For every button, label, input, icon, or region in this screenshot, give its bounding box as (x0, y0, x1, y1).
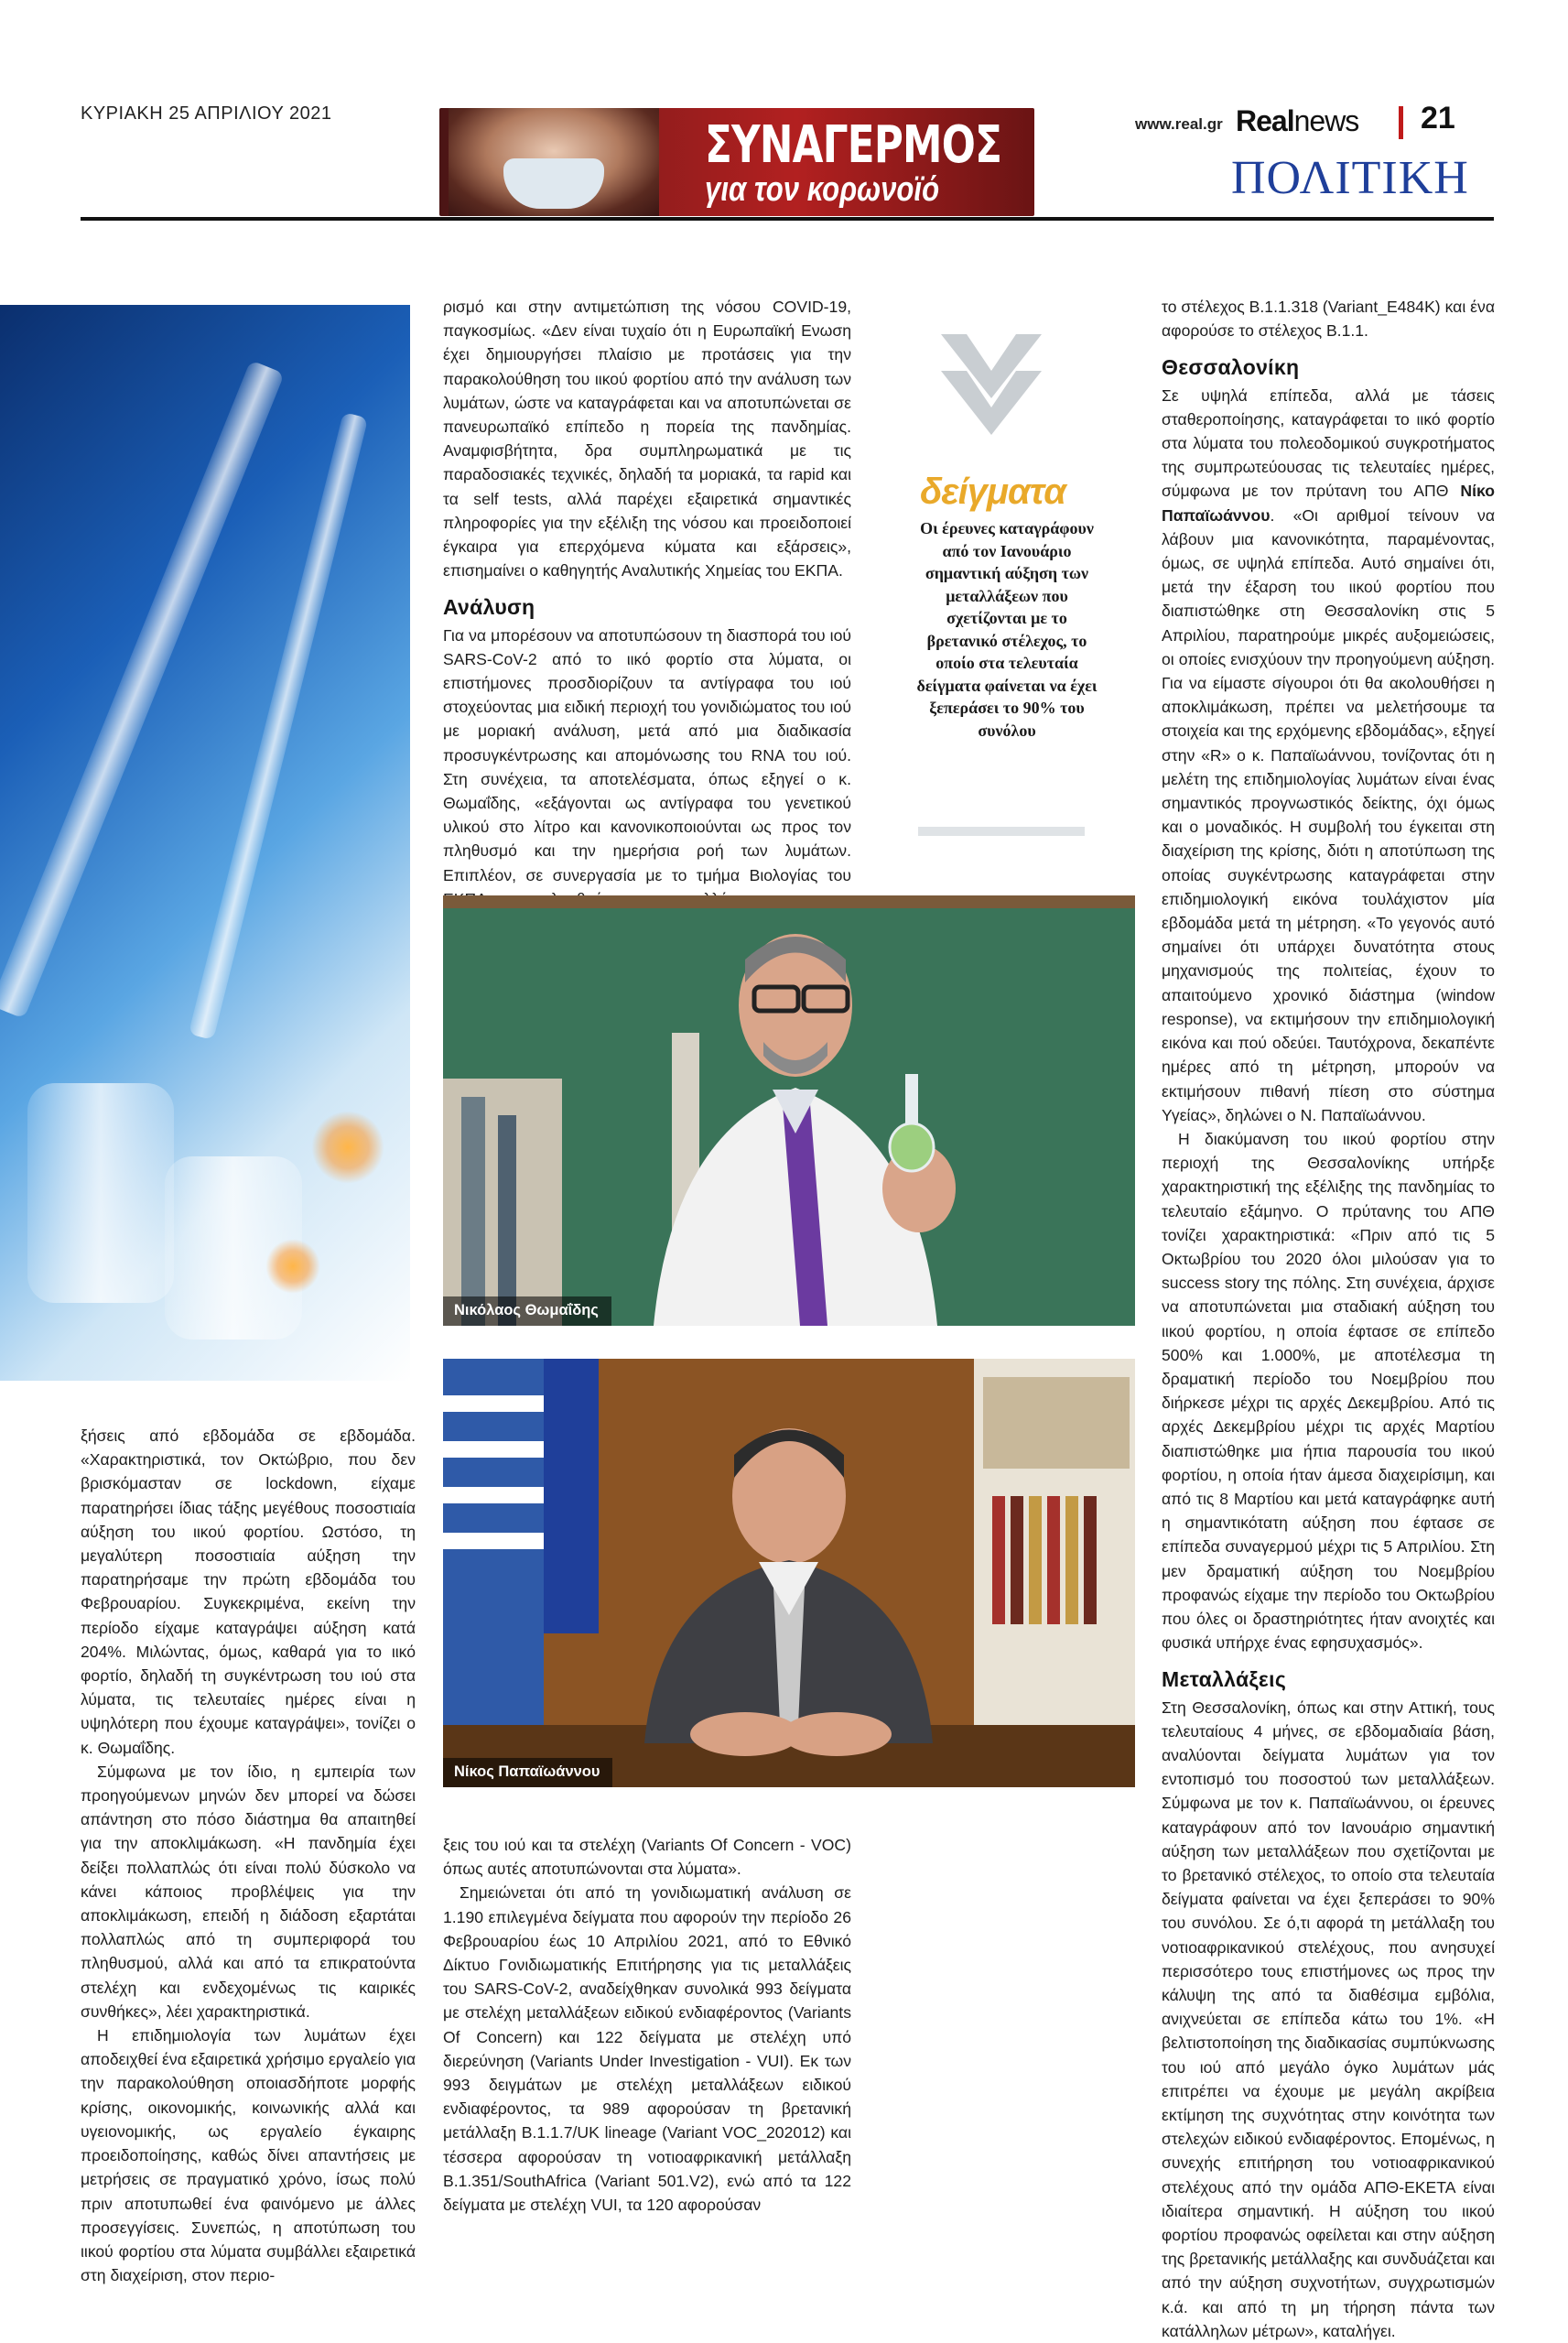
pull-quote: Οι έρευνες καταγράφουν από τον Ιανουάριο σημαντική αύξηση των μεταλλάξεων που σχετίζονται με το βρετανικό στέλεχος, το οποίο στα τελευταία δείγματα φαίνεται να έχει ξεπεράσει το 90% του συνόλου (916, 519, 1098, 740)
light-spark-2 (265, 1239, 320, 1294)
topic-banner (439, 108, 1034, 216)
brand-divider (1399, 106, 1403, 139)
article-column-1-bottom (81, 1424, 416, 2287)
scientist-illustration (443, 895, 1135, 1326)
subheading-analysis: Ανάλυση (443, 595, 535, 620)
lab-photo (0, 305, 410, 1381)
article-paragraph (1162, 384, 1495, 1127)
brand-news: news (1293, 104, 1359, 137)
face-mask-shape (503, 158, 604, 209)
photo-papaioannou (443, 1359, 1135, 1787)
beaker-shape (27, 1083, 174, 1303)
subheading-mutations: Μεταλλάξεις (1162, 1667, 1287, 1692)
banner-subtitle: για τον κορωνοϊό (705, 170, 940, 209)
subheading-thessaloniki: Θεσσαλονίκη (1162, 355, 1300, 380)
brand-logo (1236, 104, 1358, 138)
article-paragraph: Σημειώνεται ότι από τη γονιδιωματική ανάλυση σε 1.190 επιλεγμένα δείγματα που αφορούν την περίοδο 26 Φεβρουαρίου έως 10 Απριλίου 2021, από το Εθνικό Δίκτυο Γονιδιωματικής Επιτήρησης για τις μεταλλάξεις του SARS-CoV-2, αναδείχθηκαν συνολικά 993 δείγματα με στελέχη μεταλλάξεων ειδικού ενδιαφέροντος (Variants Of Concern) και 122 δείγματα με στελέχη υπό διερεύνηση (Variants Under Investigation - VUI). Εκ των 993 δειγμάτων με στελέχη μεταλλάξεων ειδικού ενδιαφέροντος, τα 989 αφορούσαν τη βρετανική μετάλλαξη B.1.1.7/UK lineage (Variant VOC_202012) και τέσσερα αφορούσαν τη νοτιοαφρικανική μετάλλαξη B.1.351/SouthAfrica (Variant 501.V2), ενώ από τα 122 δείγματα με στελέχη VUI, τα 120 αφορούσαν (443, 1883, 851, 2215)
article-paragraph: Για να μπορέσουν να αποτυπώσουν τη διασπορά του ιού SARS-CoV-2 από το ιικό φορτίο στα λύματα, οι επιστήμονες προσδιορίζουν τα αντίγραφα του ιού στοχεύοντας μια ειδική περιοχή του γονιδιώματος του ιού με μοριακή ανάλυση, μετά από μια διαδικασία προσυγκέντρωσης και απομόνωσης του RNA του ιού. Στη συνέχεια, τα αποτελέσματα, όπως εξηγεί ο κ. Θωμαΐδης, «εξάγονται ως αντίγραφα του γενετικού υλικού στο λίτρο και κανονικοποιούνται ως προς τον πληθυσμό και την ημερήσια ροή των λυμάτων. Επιπλέον, σε συνεργασία με το τμήμα Βιολογίας του (443, 625, 851, 884)
light-spark (311, 1111, 384, 1184)
article-paragraph: Στη Θεσσαλονίκη, όπως και στην Αττική, τους τελευταίους 4 μήνες, σε εβδομαδιαία βάση, αναλύονται δείγματα λυμάτων για τον εντοπισμό του ποσοστού των μεταλλάξεων. Σύμφωνα με τον κ. Παπαϊωάννου, οι έρευνες καταγράφουν από τον Ιανουάριο σημαντική αύξηση των μεταλλάξεων που σχετίζονται με το βρετανικό στέλεχος, το οποίο στα τελευταία δείγματα φαίνεται να έχει ξεπεράσει το 90% του συνόλου. Σε ό,τι αφορά τη μετάλλαξη του νοτιοαφρικανικού στελέχους, που ανησυχεί περισσότερο τους επιστήμονες ως προς την κάλυψη της από τα διαθέσιμα εμβόλια, ανιχνεύεται σε επίπεδα κάτω του 1%. «Η βελτιστοποίηση της διαδικασίας συμπύκνωσης του ιού από μεγάλο όγκο λυμάτων μάς επιτρέπει να έχουμε με μεγάλη ακρίβεια εκτίμηση της συχνότητας στην κοινότητα των στελεχών ειδικού ενδιαφέροντος. Επομένως, η συνεχής επιτήρηση του νοτιοαφρικανικού στελέχους από την ομάδα ΑΠΘ-ΕΚΕΤΑ είναι ιδιαίτερα σημαντική. Η αύξηση του ιικού φορτίου προφανώς οφείλεται και στην αύξηση της βρετανικής μετάλλαξης και συνδυάζεται και από την αύξηση συχνοτήτων, συγχρωτισμών κ.ά. και από τη μη τήρηση πάντα των κατάλληλων μέτρων», καταλήγει. (1162, 1698, 1495, 2340)
rector-illustration (443, 1359, 1135, 1787)
section-title: ΠΟΛΙΤΙΚΗ (1231, 152, 1469, 204)
quote-keyword: δείγματα (920, 472, 1065, 512)
article-paragraph: Σύμφωνα με τον ίδιο, η εμπειρία των προηγούμενων μηνών δεν μπορεί να δώσει απάντηση στο πόσο διάστημα θα απαιτηθεί για την αποκλιμάκωση. «Η πανδημία έχει δείξει πολλαπλώς ότι είναι πολύ δύσκολο να κάνει κάποιος προβλέψεις για την αποκλιμάκωση, επειδή η διάδοση εξαρτάται πολλαπλώς από τη συμπεριφορά του πληθυσμού, αλλά και από τα επικρατούντα στελέχη και ενδεχομένως τις καιρικές συνθήκες», λέει χαρακτηριστικά. (81, 1762, 416, 2021)
article-paragraph: ξεις του ιού και τα στελέχη (Variants Of Concern - VOC) όπως αυτές αποτυπώνονται στα λύματα». (443, 1836, 851, 1879)
text-run: Σε υψηλά επίπεδα, αλλά με τάσεις σταθεροποίησης, καταγράφεται το ιικό φορτίο στα λύματα του πολεοδομικού συγκροτήματος της συμπρωτεύουσας τις τελευταίες ημέρες, σύμφωνα με τον πρύτανη του ΑΠΘ (1162, 385, 1495, 501)
photo-caption: Νίκος Παπαϊωάννου (443, 1758, 612, 1787)
article-paragraph: ξήσεις από εβδομάδα σε εβδομάδα. «Χαρακτηριστικά, τον Οκτώβριο, που δεν βρισκόμασταν σε lockdown, είχαμε παρατηρήσει ίδιας τάξης μεγέθους ποσοστιαία αύξηση του ιικού φορτίου. Ωστόσο, τη μεγαλύτερη ποσοστιαία αύξηση την παρατηρήσαμε την πρώτη εβδομάδα του Φεβρουαρίου. Συγκεκριμένα, εκείνη την περίοδο είχαμε καταγράψει αύξηση κατά 204%. Μιλώντας, όμως, καθαρά για το ιικό φορτίο, δηλαδή τη συγκέντρωση του ιού στα λύματα, τις τελευταίες ημέρες είναι η υψηλότερη που έχουμε καταγράψει», τονίζει ο κ. Θωμαΐδης. (81, 1426, 416, 1757)
article-paragraph: ρισμό και στην αντιμετώπιση της νόσου COVID-19, παγκοσμίως. «Δεν είναι τυχαίο ότι η Ευρωπαϊκή Ενωση έχει δημιουργήσει πλαίσιο με προτάσεις για την παρακολούθηση του ιικού φορτίου από την ανάλυση των λυμάτων, ώστε να καταγράφεται και να αποτυπώνεται σε πανευρωπαϊκό επίπεδο η πορεία της πανδημίας. Αναμφισβήτητα, δρα συμπληρωματικά με τις παραδοσιακές τεχνικές, δηλαδή τα μοριακά, τα rapid και τα self tests, αλλά παρέχει εξαιρετικά σημαντικές πληροφορίες για την εξέλιξη της νόσου και προειδοποιεί έγκαιρα για επερχόμενα κύματα και εξάρσεις», επισημαίνει ο καθηγητής Αναλυτικής Χημείας του ΕΚΠΑ. (443, 298, 851, 580)
article-column-2-bottom (443, 1833, 851, 2217)
article-column-2-top (443, 295, 851, 911)
site-url: www.real.gr (1135, 115, 1223, 133)
quote-bar (918, 827, 1085, 836)
issue-date: ΚΥΡΙΑΚΗ 25 ΑΠΡΙΛΙΟΥ 2021 (81, 103, 332, 124)
header-rule (81, 217, 1494, 221)
person-name-bold: Νίκο Παπαϊωάννου (1162, 482, 1495, 525)
photo-caption: Νικόλαος Θωμαΐδης (443, 1296, 611, 1326)
brand-real: Real (1236, 104, 1294, 137)
article-paragraph: Η επιδημιολογία των λυμάτων έχει αποδειχθεί ένα εξαιρετικά χρήσιμο εργαλείο για την παρακολούθηση οποιασδήποτε μορφής κρίσης, οικονομικής, κοινωνικής αλλά και υγειονομικής, ως εργαλείο έγκαιρης προειδοποίησης, καθώς δίνει απαντήσεις με μετρήσεις σε πραγματικό χρόνο, ίσως πολύ πριν αποτυπωθεί ένα φαινόμενο με άλλες προσεγγίσεις. Συνεπώς, η αποτύπωση του ιικού φορτίου στα λύματα συμβάλλει εξαιρετικά στη διαχείριση, στον περιο- (81, 2026, 416, 2285)
page-number: 21 (1421, 101, 1455, 136)
banner-title: ΣΥΝΑΓΕΡΜΟΣ (705, 115, 1002, 175)
photo-thomaidis (443, 895, 1135, 1326)
chevron-down-icon (941, 334, 1042, 435)
article-paragraph: Η διακύμανση του ιικού φορτίου στην περιοχή της Θεσσαλονίκης υπήρξε χαρακτηριστική της εξέλιξης της πανδημίας το τελευταίο εξάμηνο. Ο πρύτανης του ΑΠΘ τονίζει χαρακτηριστικά: «Πριν από τις 5 Οκτωβρίου του 2020 όλοι μιλούσαν για το success story της πόλης. Στη συνέχεια, άρχισε να αποτυπώνεται μια σταδιακή αύξηση του ιικού φορτίου, η οποία έφτασε σε επίπεδο 500% και 1.000%, με αποτέλεσμα τη δραματική περίοδο του Νοεμβρίου που διήρκεσε μέχρι τις αρχές Δεκεμβρίου. Από τις αρχές Δεκεμβρίου μέχρι τις αρχές Μαρτίου διαπιστώθηκε μια ήπια παρουσία του ιικού φορτίου, η οποία ήταν άμεσα διαχειρίσιμη, και από τις 8 Μαρτίου και μετά καταγράφηκε αυτή η σημαντικότατη αύξηση που έφτασε σε επίπεδα συναγερμού μέχρι τις 5 Απριλίου. Στη μεν δραματική αύξηση του Νοεμβρίου προφανώς είχαμε την περίοδο του Οκτωβρίου που όλες οι δραστηριότητες ήταν ανοιχτές και φυσικά υπήρχε ένας εφησυχασμός». (1162, 1129, 1495, 1653)
text-run: . «Οι αριθμοί τείνουν να λάβουν μια κανονικότητα, παραμένοντας, όμως, σε υψηλά επίπεδα. Αυτό σημαίνει ότι, μετά την έξαρση του ιικού φορτίου που διαπιστώθηκε στη Θεσσαλονίκη στις 5 Απριλίου, παρατηρούμε μικρές αυξομειώσεις, οι οποίες ενισχύουν την προηγούμενη αύξηση. Για να είμαστε σίγουροι ότι θα ακολουθήσει η αποκλιμάκωση, πρέπει να μελετήσουμε τα στοιχεία και της ερχόμενης εβδομάδας», εξηγεί στην «R» ο κ. Παπαϊωάννου, τονίζοντας ότι η μελέτη της επιδημιολογίας λυμάτων είναι ένας σημαντικός προγνωστικός δείκτης, όχι όμως και ο μοναδικός. Η συμβολή του έγκειται στη διαχείριση της κρίσης, διότι η αποτύπωση της οποίας συγκέντρωσης καταγράφεται στην επιδημιολογική εικόνα τουλάχιστον μία εβδομάδα μετά τη μέτρηση. «Το γεγονός αυτό σημαίνει ότι υπάρχει δυνατότητα στους μηχανισμούς της πολιτείας, έχουν το απαιτούμενο χρονικό διάστημα (window response), να εκτιμήσουν την επιδημιολογική εικόνα και πού οδεύει. Ταυτόχρονα, δεκαπέντε ημέρες από τη μέτρηση, μπορούν να εκτιμήσουν πιθανή πίεση στο σύστημα Υγείας», δηλώνει ο Ν. Παπαϊωάννου. (1162, 505, 1495, 1124)
article-paragraph: το στέλεχος B.1.1.318 (Variant_E484K) και ένα αφορούσε το στέλεχος B.1.1. (1162, 298, 1495, 341)
article-column-3 (1162, 295, 1495, 2343)
